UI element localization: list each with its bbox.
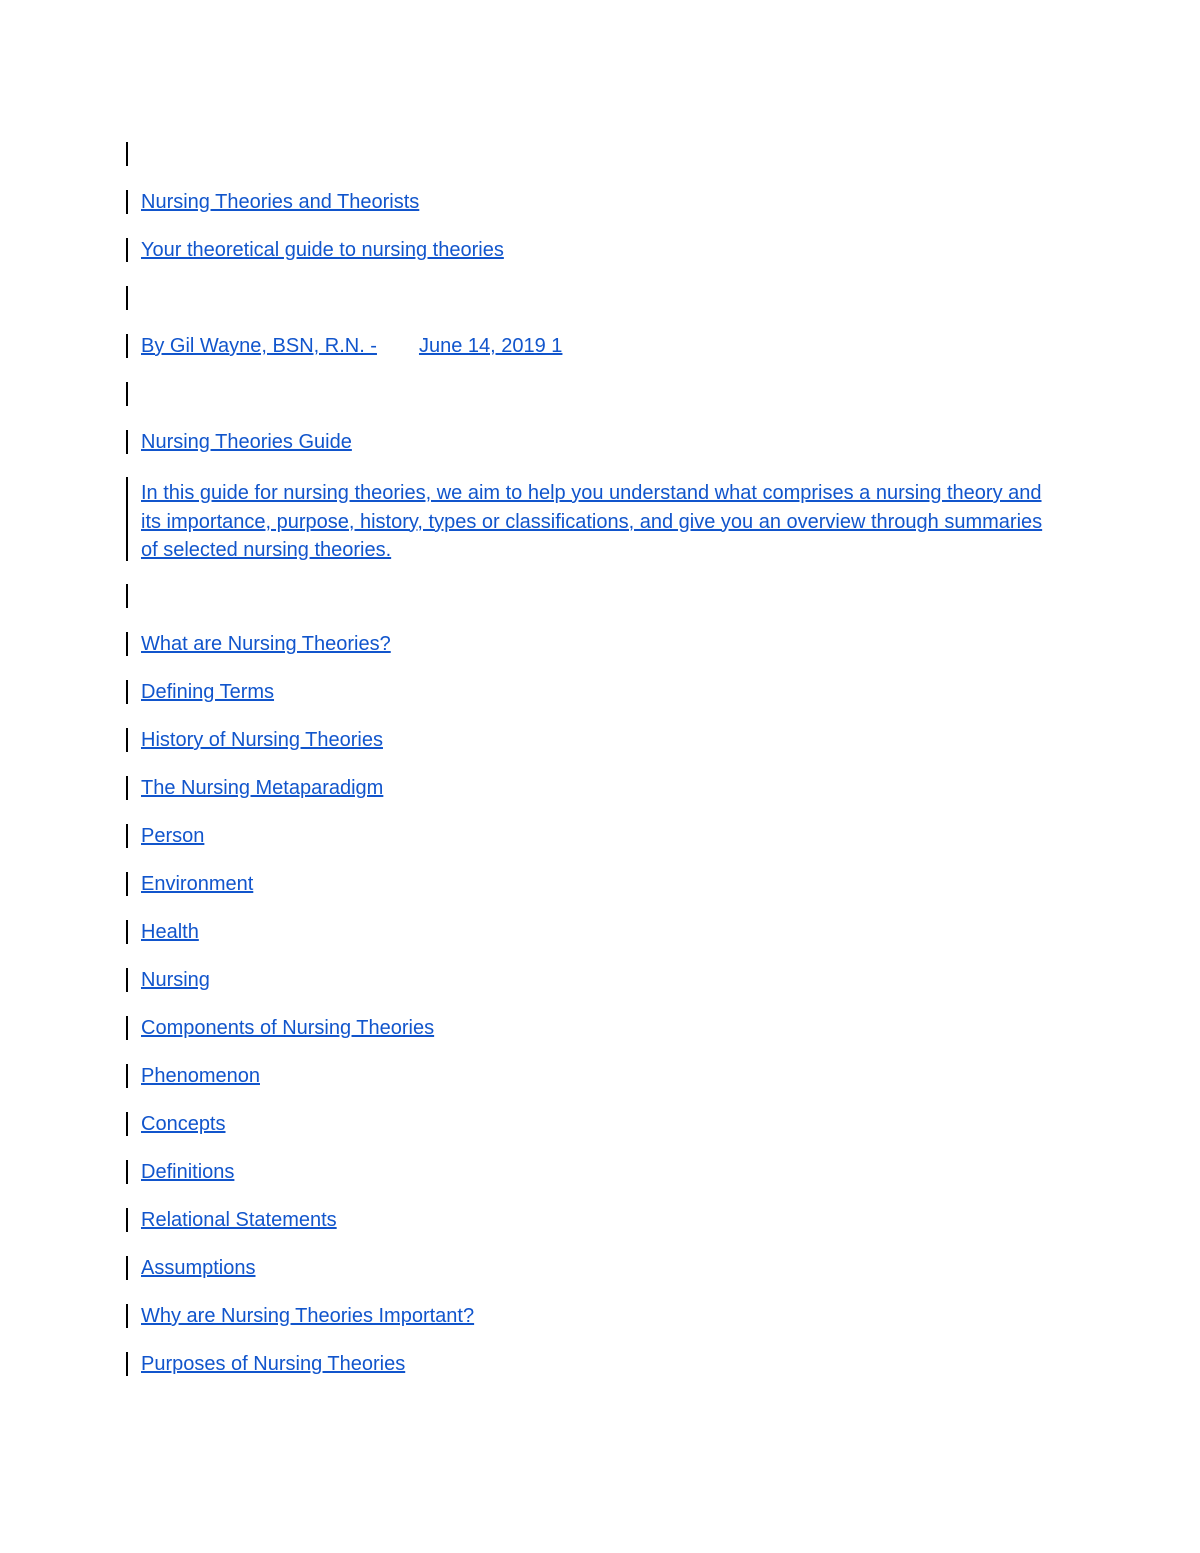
toc-link-history[interactable]: History of Nursing Theories	[141, 729, 383, 751]
toc-link-why-important[interactable]: Why are Nursing Theories Important?	[141, 1305, 475, 1327]
left-bar	[126, 680, 128, 704]
left-bar	[126, 584, 128, 608]
left-bar	[126, 142, 128, 166]
left-bar	[126, 382, 128, 406]
left-bar	[126, 1208, 128, 1232]
left-bar	[126, 824, 128, 848]
site-title-link[interactable]: Nursing Theories and Theorists	[141, 191, 420, 213]
left-bar	[126, 1160, 128, 1184]
toc-link-definitions[interactable]: Definitions	[141, 1161, 235, 1183]
left-bar	[126, 1352, 128, 1376]
toc-link-environment[interactable]: Environment	[141, 873, 254, 895]
left-bar	[126, 776, 128, 800]
left-bar	[126, 1016, 128, 1040]
left-bar	[126, 1112, 128, 1136]
left-bar	[126, 920, 128, 944]
left-bar	[126, 238, 128, 262]
toc-link-relational-statements[interactable]: Relational Statements	[141, 1209, 337, 1231]
left-bar	[126, 286, 128, 310]
left-bar	[126, 430, 128, 454]
toc-link-concepts[interactable]: Concepts	[141, 1113, 226, 1135]
section-title-link[interactable]: Nursing Theories Guide	[141, 431, 352, 453]
toc-link-defining-terms[interactable]: Defining Terms	[141, 681, 275, 703]
toc-link-health[interactable]: Health	[141, 921, 199, 943]
left-bar	[126, 872, 128, 896]
toc-link-what-are-nursing-theories[interactable]: What are Nursing Theories?	[141, 633, 391, 655]
left-bar	[126, 1256, 128, 1280]
toc-link-nursing[interactable]: Nursing	[141, 969, 210, 991]
toc-link-metaparadigm[interactable]: The Nursing Metaparadigm	[141, 777, 384, 799]
left-bar	[126, 190, 128, 214]
toc-link-assumptions[interactable]: Assumptions	[141, 1257, 256, 1279]
left-bar	[126, 1064, 128, 1088]
toc-link-person[interactable]: Person	[141, 825, 205, 847]
left-bar	[126, 968, 128, 992]
toc-link-components[interactable]: Components of Nursing Theories	[141, 1017, 435, 1039]
left-bar	[126, 334, 128, 358]
tagline-link[interactable]: Your theoretical guide to nursing theories	[141, 239, 504, 261]
left-bar	[126, 632, 128, 656]
byline-date: June 14, 2019 1	[418, 335, 563, 357]
toc-link-purposes[interactable]: Purposes of Nursing Theories	[141, 1353, 406, 1375]
left-bar	[126, 728, 128, 752]
byline-link[interactable]	[141, 335, 562, 357]
left-bar	[126, 477, 128, 561]
byline-author: By Gil Wayne, BSN, R.N. -	[141, 335, 377, 357]
intro-link[interactable]: In this guide for nursing theories, we aim to help you understand what comprises a nursing theory and its importance, purpose, history, types or classifications, and give you an overview through summaries of selected nursing theories.	[141, 482, 1043, 561]
left-bar	[126, 1304, 128, 1328]
toc-link-phenomenon[interactable]: Phenomenon	[141, 1065, 260, 1087]
